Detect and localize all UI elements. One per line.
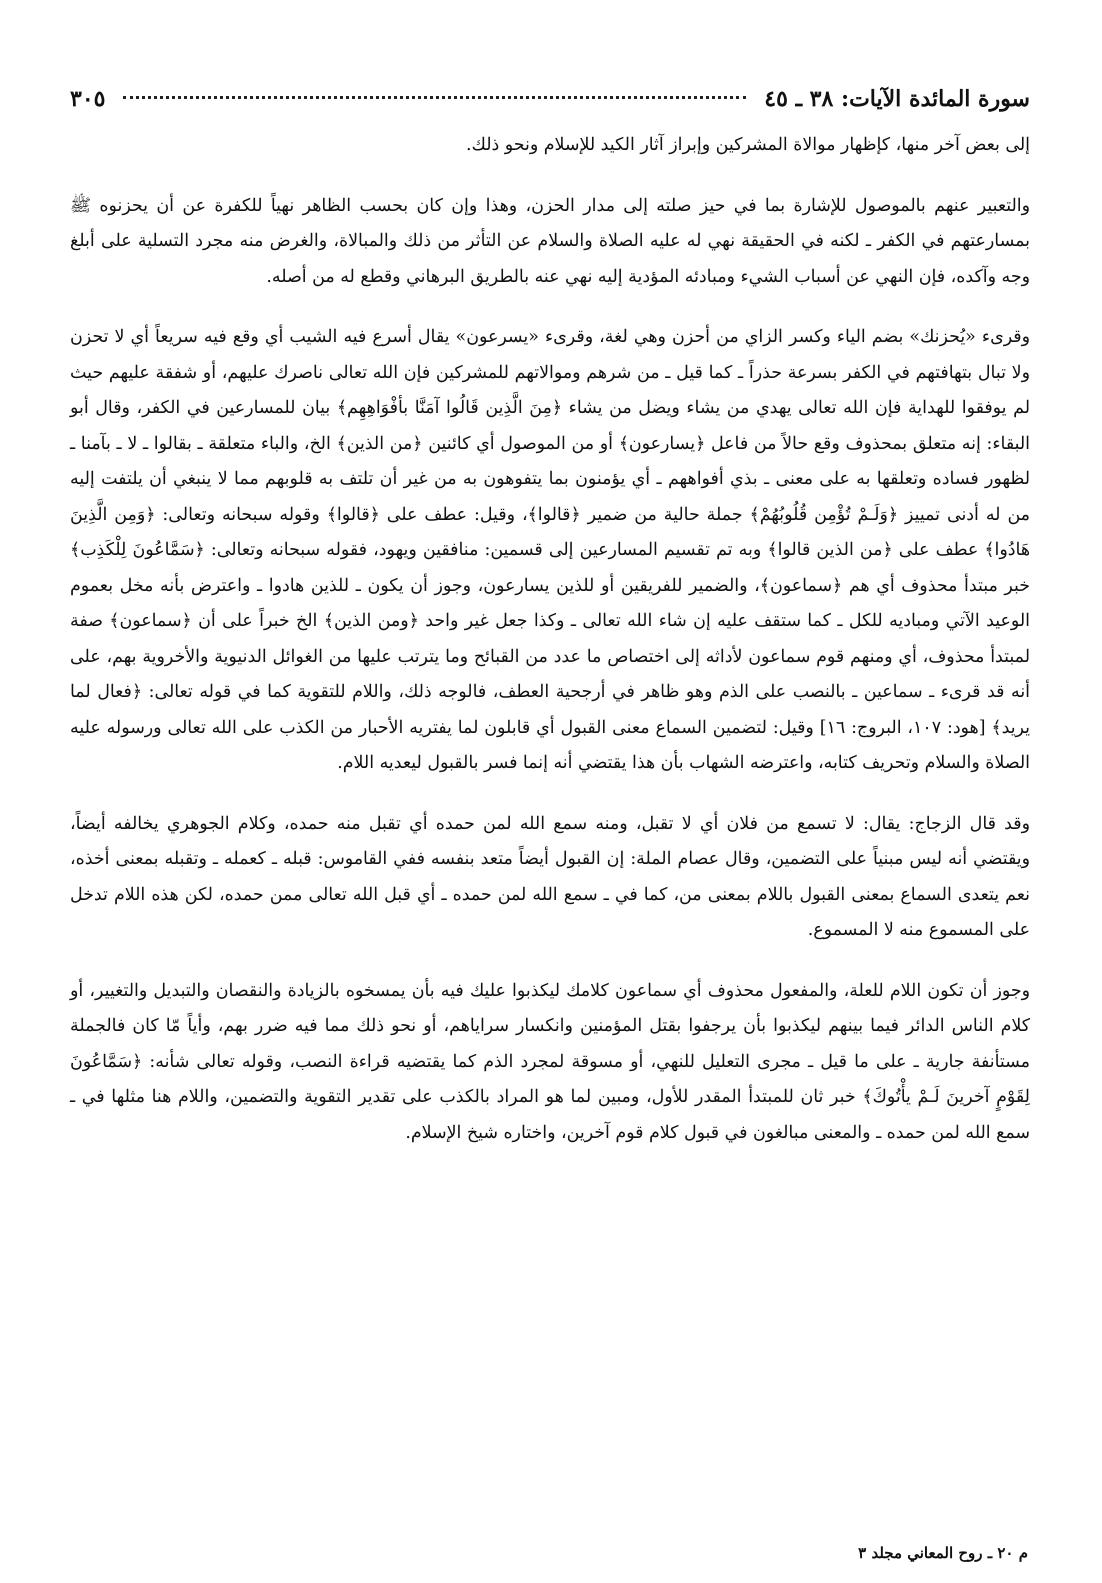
paragraph-3: وقرىء «يُحزنك» بضم الياء وكسر الزاي من أحزن وهي لغة، وقرىء «يسرعون» يقال أسرع فيه الشيب أي وقع فيه سريعاً أي لا تحزن ولا تبال بتهافتهم في الكفر بسرعة حذراً ـ كما قيل ـ من شرهم وموالاتهم للمشركين فإن الله تعالى ناصرك عليهم، أو شفقة عليهم حيث لم يوفقوا للهداية فإن الله تعالى يهدي من يشاء ويضل من يشاء ﴿مِنَ الَّذِين قَالُوا آمَنَّا بأفْوَاهِهِم﴾ بيان للمسارعين في الكفر، وقال أبو البقاء: إنه متعلق بمحذوف وقع حالاً من فاعل ﴿يسارعون﴾ أو من الموصول أي كائنين ﴿من الذين﴾ الخ، والباء متعلقة ـ بقالوا ـ لا ـ بآمنا ـ لظهور فساده وتعلقها به على معنى ـ بذي أفواههم ـ أي يؤمنون بما يتفوهون به من غير أن تلتف به قلوبهم مما لا ينبغي أن يلتفت إليه من له أدنى تمييز ﴿وَلَـمْ تُؤْمِن قُلُوبُهُمْ﴾ جملة حالية من ضمير ﴿قالوا﴾، وقيل: عطف على ﴿قالوا﴾ وقوله سبحانه وتعالى: ﴿وَمِن الَّذِينَ هَادُوا﴾ عطف على ﴿من الذين قالوا﴾ وبه تم تقسيم المسارعين إلى قسمين: منافقين ويهود، فقوله سبحانه وتعالى: ﴿سَمَّاعُونَ لِلْكَذِب﴾ خبر مبتدأ محذوف أي هم ﴿سماعون﴾، والضمير للفريقين أو للذين يسارعون، وجوز أن يكون ـ للذين هادوا ـ واعترض بأنه مخل بعموم الوعيد الآتي ومباديه للكل ـ كما ستقف عليه إن شاء الله تعالى ـ وكذا جعل غير واحد ﴿ومن الذين﴾ الخ خبراً على أن ﴿سماعون﴾ صفة لمبتدأ محذوف، أي ومنهم قوم سماعون لأداثه إلى اختصاص ما عدد من القبائح وما يترتب عليها من الغوائل الدنيوية والأخروية بهم، على أنه قد قرىء ـ سماعين ـ بالنصب على الذم وهو ظاهر في أرجحية العطف، فالوجه ذلك، واللام للتقوية كما في قوله تعالى: ﴿فعال لما يريد﴾ [هود: ١٠٧، البروج: ١٦] وقيل: لتضمين السماع معنى القبول أي قابلون لما يفتريه الأحبار من الكذب على الله تعالى ورسوله عليه الصلاة والسلام وتحريف كتابه، واعترضه الشهاب بأن هذا يقتضي أنه إنما فسر بالقبول ليعديه اللام. xyxy=(70,327,1031,773)
paragraph-1: إلى بعض آخر منها، كإظهار موالاة المشركين وإبراز آثار الكيد للإسلام ونحو ذلك. xyxy=(466,135,1030,155)
paragraph-5: وجوز أن تكون اللام للعلة، والمفعول محذوف أي سماعون كلامك ليكذبوا عليك فيه بأن يمسخوه بالزيادة والنقصان والتبديل والتغيير، أو كلام الناس الدائر فيما بينهم ليكذبوا بأن يرجفوا بقتل المؤمنين وانكسار سراياهم، أو نحو ذلك مما فيه ضرر بهم، وأياً مّا كان فالجملة مستأنفة جارية ـ على ما قيل ـ مجرى التعليل للنهي، أو مسوقة لمجرد الذم كما يقتضيه قراءة النصب، وقوله تعالى شأنه: ﴿سَمَّاعُونَ لِقَوْمٍ آخرينَ لَـمْ يأْتُوكَ﴾ خبر ثان للمبتدأ المقدر للأول، ومبين لما هو المراد بالكذب على تقدير التقوية والتضمين، واللام هنا مثلها في ـ سمع الله لمن حمده ـ والمعنى مبالغون في قبول كلام قوم آخرين، واختاره شيخ الإسلام. xyxy=(70,980,1030,1143)
paragraph-2: والتعبير عنهم بالموصول للإشارة بما في حيز صلته إلى مدار الحزن، وهذا وإن كان بحسب الظاهر نهياً للكفرة عن أن يحزنوه ﷺ بمسارعتهم في الكفر ـ لكنه في الحقيقة نهي له عليه الصلاة والسلام عن التأثر من ذلك والمبالاة، والغرض منه مجرد التسلية على أبلغ وجه وآكده، فإن النهي عن أسباب الشيء ومبادئه المؤدية إليه نهي عنه بالطريق البرهاني وقطع له من أصله. xyxy=(70,195,1030,287)
header-dotted-leader xyxy=(123,96,746,99)
surah-title: سورة المائدة الآيات: ٣٨ ـ ٤٥ xyxy=(764,86,1030,112)
paragraph-4: وقد قال الزجاج: يقال: لا تسمع من فلان أي لا تقبل، ومنه سمع الله لمن حمده أي تقبل منه حمده، وكلام الجوهري يخالفه أيضاً، ويقتضي أنه ليس مبنياً على التضمين، وقال عصام الملة: إن القبول أيضاً متعد بنفسه ففي القاموس: قبله ـ كعمله ـ وتقبله بمعنى أخذه، نعم يتعدى السماع بمعنى القبول باللام بمعنى من، كما في ـ سمع الله لمن حمده ـ أي قبل الله تعالى ممن حمده، لكن هذه اللام تدخل على المسموع منه لا المسموع. xyxy=(70,813,1030,940)
page-body xyxy=(70,128,1030,1151)
page-number: ٣٠٥ xyxy=(70,86,106,112)
page-header xyxy=(70,84,1030,114)
signature-footer: م ٢٠ ـ روح المعاني مجلد ٣ xyxy=(858,1544,1028,1562)
